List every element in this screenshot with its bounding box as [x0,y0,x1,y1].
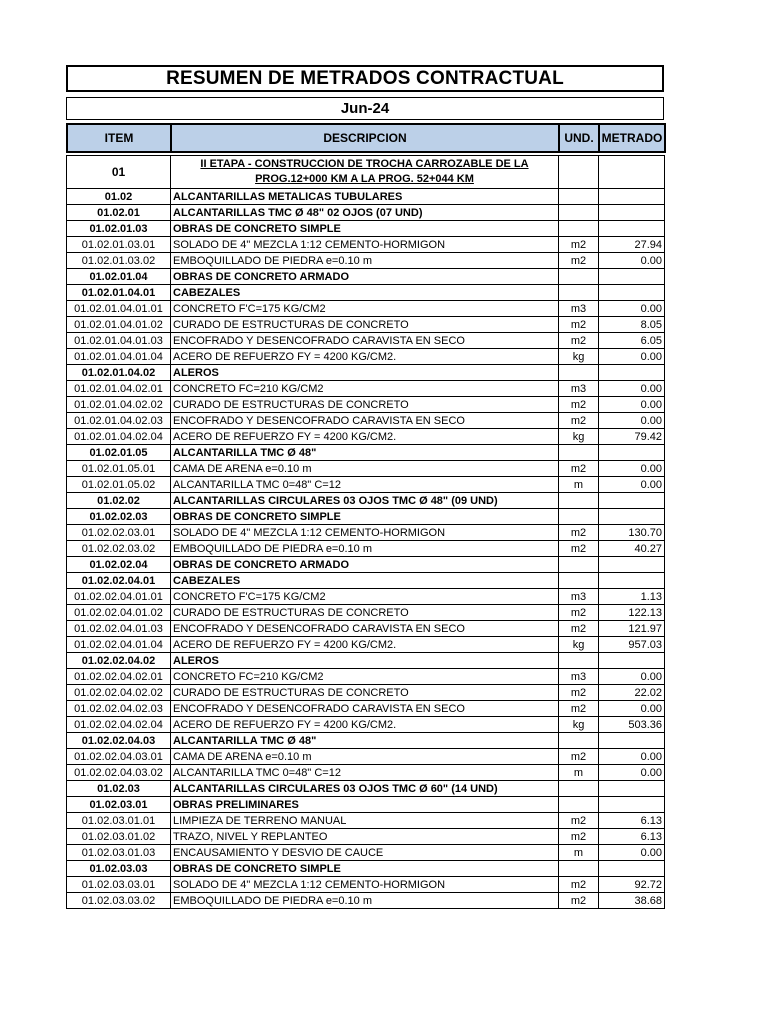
table-row[interactable] [67,845,665,861]
table-row[interactable] [67,573,665,589]
row-description: ALEROS [171,653,559,669]
table-row[interactable] [67,477,665,493]
row-unit: m [559,845,599,861]
sheet-title: RESUMEN DE METRADOS CONTRACTUAL [66,65,664,92]
table-row[interactable] [67,269,665,285]
row-metrado [599,269,665,285]
row-item-code: 01.02.02.04.02.02 [67,685,171,701]
row-item-code: 01.02.02.04.03 [67,733,171,749]
row-metrado: 0.00 [599,461,665,477]
table-row[interactable] [67,765,665,781]
row-unit: kg [559,637,599,653]
row-item-code: 01.02.02.04.03.01 [67,749,171,765]
table-row[interactable] [67,253,665,269]
table-row[interactable] [67,445,665,461]
table-row[interactable] [67,893,665,909]
table-row[interactable] [67,685,665,701]
row-description: SOLADO DE 4" MEZCLA 1:12 CEMENTO-HORMIGON [171,877,559,893]
row-unit: m2 [559,333,599,349]
row-description: ALCANTARILLA TMC 0=48" C=12 [171,765,559,781]
row-description: CABEZALES [171,285,559,301]
row-item-code: 01.02.01.05.02 [67,477,171,493]
row-description: ALCANTARILLAS CIRCULARES 03 OJOS TMC Ø 48" (09 UND) [171,493,559,509]
row-item-code: 01.02.03.01.03 [67,845,171,861]
row-description: ALCANTARILLA TMC 0=48" C=12 [171,477,559,493]
row-metrado [599,557,665,573]
table-row[interactable] [67,301,665,317]
row-metrado: 22.02 [599,685,665,701]
row-unit: m2 [559,749,599,765]
row-unit: m2 [559,461,599,477]
row-unit [559,573,599,589]
row-metrado: 6.13 [599,829,665,845]
row-unit [559,733,599,749]
table-row[interactable] [67,413,665,429]
row-metrado: 0.00 [599,253,665,269]
row-item-code: 01.02.01.04.01.02 [67,317,171,333]
row-metrado: 92.72 [599,877,665,893]
row-item-code: 01.02.01.05.01 [67,461,171,477]
table-row[interactable] [67,205,665,221]
row-metrado [599,221,665,237]
col-header-metrado[interactable]: METRADO [599,124,665,152]
row-description: CABEZALES [171,573,559,589]
row-unit: m2 [559,685,599,701]
row-unit: m2 [559,893,599,909]
row-unit: m2 [559,701,599,717]
row-item-code: 01.02.01 [67,205,171,221]
row-unit: m2 [559,237,599,253]
row-item-code: 01.02.02.04.01.01 [67,589,171,605]
row-unit [559,509,599,525]
table-row[interactable] [67,605,665,621]
row-item-code: 01.02.01.04.02.03 [67,413,171,429]
table-row[interactable] [67,829,665,845]
sheet-date: Jun-24 [66,97,664,120]
row-unit [559,557,599,573]
row-description: CURADO DE ESTRUCTURAS DE CONCRETO [171,317,559,333]
row-metrado [599,205,665,221]
table-row[interactable] [67,861,665,877]
row-description: ALCANTARILLAS METALICAS TUBULARES [171,189,559,205]
table-row[interactable] [67,493,665,509]
row-metrado: 27.94 [599,237,665,253]
metrados-sheet [66,65,664,909]
row-item-code: 01.02.02.04.01.02 [67,605,171,621]
row-description: ALCANTARILLAS CIRCULARES 03 OJOS TMC Ø 60" (14 UND) [171,781,559,797]
row-item-code: 01.02.03.01.01 [67,813,171,829]
row-description: ALCANTARILLAS TMC Ø 48" 02 OJOS (07 UND) [171,205,559,221]
row-metrado [599,285,665,301]
row-unit [559,653,599,669]
table-row[interactable] [67,381,665,397]
row-description: CURADO DE ESTRUCTURAS DE CONCRETO [171,605,559,621]
table-row[interactable] [67,637,665,653]
row-unit [559,861,599,877]
row-item-code: 01.02.03.03 [67,861,171,877]
row-unit: kg [559,717,599,733]
project-und [559,156,599,189]
row-unit: m2 [559,397,599,413]
table-row[interactable] [67,429,665,445]
row-description: ALCANTARILLA TMC Ø 48" [171,445,559,461]
row-metrado: 8.05 [599,317,665,333]
row-item-code: 01.02.02.03 [67,509,171,525]
row-metrado: 0.00 [599,413,665,429]
row-description: CAMA DE ARENA e=0.10 m [171,461,559,477]
row-description: OBRAS DE CONCRETO SIMPLE [171,861,559,877]
row-unit: m3 [559,301,599,317]
row-unit: m2 [559,813,599,829]
table-row[interactable] [67,237,665,253]
row-unit [559,221,599,237]
row-item-code: 01.02.03.01 [67,797,171,813]
row-description: ENCOFRADO Y DESENCOFRADO CARAVISTA EN SECO [171,413,559,429]
row-metrado [599,653,665,669]
row-description: ALEROS [171,365,559,381]
row-unit: m2 [559,413,599,429]
row-description: CURADO DE ESTRUCTURAS DE CONCRETO [171,685,559,701]
row-metrado: 40.27 [599,541,665,557]
row-description: SOLADO DE 4" MEZCLA 1:12 CEMENTO-HORMIGON [171,525,559,541]
row-item-code: 01.02.02.03.02 [67,541,171,557]
row-description: OBRAS DE CONCRETO ARMADO [171,269,559,285]
row-unit: m [559,765,599,781]
row-item-code: 01.02.01.04.02 [67,365,171,381]
row-unit: m2 [559,621,599,637]
row-metrado: 0.00 [599,701,665,717]
row-item-code: 01.02.03 [67,781,171,797]
row-description: ENCOFRADO Y DESENCOFRADO CARAVISTA EN SECO [171,333,559,349]
row-unit: m3 [559,669,599,685]
row-unit [559,365,599,381]
row-description: ENCOFRADO Y DESENCOFRADO CARAVISTA EN SECO [171,701,559,717]
table-row[interactable] [67,701,665,717]
row-item-code: 01.02.02.04.01 [67,573,171,589]
row-metrado [599,797,665,813]
row-unit: m3 [559,589,599,605]
row-metrado [599,445,665,461]
row-unit [559,493,599,509]
row-metrado: 0.00 [599,845,665,861]
row-unit: kg [559,349,599,365]
row-metrado: 0.00 [599,669,665,685]
row-metrado: 0.00 [599,381,665,397]
row-unit: m2 [559,541,599,557]
table-row[interactable] [67,749,665,765]
row-metrado: 38.68 [599,893,665,909]
project-description: II ETAPA - CONSTRUCCION DE TROCHA CARROZABLE DE LA PROG.12+000 KM A LA PROG. 52+044 KM [171,156,559,189]
row-metrado: 0.00 [599,765,665,781]
row-item-code: 01.02.01.04.02.01 [67,381,171,397]
row-item-code: 01.02.02 [67,493,171,509]
row-item-code: 01.02.02.04 [67,557,171,573]
metrados-table [66,155,665,909]
row-metrado: 0.00 [599,301,665,317]
row-description: CURADO DE ESTRUCTURAS DE CONCRETO [171,397,559,413]
row-metrado [599,573,665,589]
row-item-code: 01.02.01.04 [67,269,171,285]
table-row[interactable] [67,349,665,365]
row-metrado: 0.00 [599,349,665,365]
row-item-code: 01.02.02.04.02.04 [67,717,171,733]
row-description: CONCRETO F'C=175 KG/CM2 [171,589,559,605]
row-description: ENCAUSAMIENTO Y DESVIO DE CAUCE [171,845,559,861]
row-description: CONCRETO FC=210 KG/CM2 [171,381,559,397]
table-row[interactable] [67,733,665,749]
table-row[interactable] [67,717,665,733]
table-row[interactable] [67,333,665,349]
row-metrado: 6.13 [599,813,665,829]
row-metrado [599,365,665,381]
row-metrado: 122.13 [599,605,665,621]
row-item-code: 01.02 [67,189,171,205]
row-item-code: 01.02.01.04.01.03 [67,333,171,349]
row-description: SOLADO DE 4" MEZCLA 1:12 CEMENTO-HORMIGON [171,237,559,253]
project-header-row[interactable] [67,156,665,189]
row-description: EMBOQUILLADO DE PIEDRA e=0.10 m [171,893,559,909]
row-metrado: 0.00 [599,749,665,765]
row-item-code: 01.02.02.04.02 [67,653,171,669]
row-item-code: 01.02.01.04.01.01 [67,301,171,317]
row-unit: m [559,477,599,493]
row-unit [559,269,599,285]
table-row[interactable] [67,317,665,333]
row-unit: m2 [559,317,599,333]
row-description: OBRAS DE CONCRETO SIMPLE [171,509,559,525]
row-description: ACERO DE REFUERZO FY = 4200 KG/CM2. [171,349,559,365]
row-unit: m3 [559,381,599,397]
row-metrado [599,509,665,525]
row-description: OBRAS PRELIMINARES [171,797,559,813]
row-description: OBRAS DE CONCRETO ARMADO [171,557,559,573]
row-metrado [599,189,665,205]
row-unit [559,445,599,461]
table-row[interactable] [67,653,665,669]
row-item-code: 01.02.03.03.02 [67,893,171,909]
row-metrado: 130.70 [599,525,665,541]
row-item-code: 01.02.03.03.01 [67,877,171,893]
row-unit: m2 [559,525,599,541]
row-metrado: 0.00 [599,397,665,413]
row-metrado: 503.36 [599,717,665,733]
table-row[interactable] [67,285,665,301]
table-row[interactable] [67,541,665,557]
table-row[interactable] [67,397,665,413]
table-row[interactable] [67,669,665,685]
project-metrado [599,156,665,189]
row-unit [559,781,599,797]
row-description: CONCRETO F'C=175 KG/CM2 [171,301,559,317]
row-unit [559,797,599,813]
row-unit [559,189,599,205]
row-metrado [599,861,665,877]
row-item-code: 01.02.02.03.01 [67,525,171,541]
table-row[interactable] [67,589,665,605]
row-description: ALCANTARILLA TMC Ø 48" [171,733,559,749]
row-description: ACERO DE REFUERZO FY = 4200 KG/CM2. [171,429,559,445]
row-item-code: 01.02.02.04.02.03 [67,701,171,717]
row-item-code: 01.02.03.01.02 [67,829,171,845]
row-item-code: 01.02.01.04.01.04 [67,349,171,365]
row-metrado: 957.03 [599,637,665,653]
row-description: ENCOFRADO Y DESENCOFRADO CARAVISTA EN SECO [171,621,559,637]
row-description: TRAZO, NIVEL Y REPLANTEO [171,829,559,845]
row-unit: m2 [559,829,599,845]
row-metrado: 121.97 [599,621,665,637]
table-row[interactable] [67,221,665,237]
row-item-code: 01.02.01.04.02.04 [67,429,171,445]
row-metrado [599,493,665,509]
row-description: CAMA DE ARENA e=0.10 m [171,749,559,765]
row-description: ACERO DE REFUERZO FY = 4200 KG/CM2. [171,637,559,653]
table-row[interactable] [67,813,665,829]
row-item-code: 01.02.01.03.02 [67,253,171,269]
table-row[interactable] [67,877,665,893]
row-unit: m2 [559,605,599,621]
col-header-descripcion[interactable]: DESCRIPCION [171,124,559,152]
col-header-und[interactable]: UND. [559,124,599,152]
row-description: EMBOQUILLADO DE PIEDRA e=0.10 m [171,541,559,557]
row-item-code: 01.02.01.04.01 [67,285,171,301]
row-item-code: 01.02.01.05 [67,445,171,461]
col-header-item[interactable]: ITEM [67,124,171,152]
row-item-code: 01.02.01.04.02.02 [67,397,171,413]
column-header [66,123,666,153]
row-description: CONCRETO FC=210 KG/CM2 [171,669,559,685]
row-metrado: 6.05 [599,333,665,349]
row-metrado [599,733,665,749]
table-row[interactable] [67,557,665,573]
row-metrado [599,781,665,797]
row-item-code: 01.02.01.03 [67,221,171,237]
row-metrado: 1.13 [599,589,665,605]
row-unit: m2 [559,253,599,269]
row-item-code: 01.02.02.04.01.04 [67,637,171,653]
row-unit [559,205,599,221]
table-row[interactable] [67,797,665,813]
project-item-code: 01 [67,156,171,189]
row-item-code: 01.02.01.03.01 [67,237,171,253]
table-row[interactable] [67,189,665,205]
row-description: OBRAS DE CONCRETO SIMPLE [171,221,559,237]
table-row[interactable] [67,525,665,541]
table-row[interactable] [67,365,665,381]
row-unit [559,285,599,301]
row-item-code: 01.02.02.04.02.01 [67,669,171,685]
row-unit: m2 [559,877,599,893]
row-item-code: 01.02.02.04.03.02 [67,765,171,781]
table-row[interactable] [67,509,665,525]
row-metrado: 79.42 [599,429,665,445]
table-row[interactable] [67,621,665,637]
table-row[interactable] [67,461,665,477]
row-description: ACERO DE REFUERZO FY = 4200 KG/CM2. [171,717,559,733]
row-unit: kg [559,429,599,445]
row-description: EMBOQUILLADO DE PIEDRA e=0.10 m [171,253,559,269]
table-row[interactable] [67,781,665,797]
row-description: LIMPIEZA DE TERRENO MANUAL [171,813,559,829]
row-item-code: 01.02.02.04.01.03 [67,621,171,637]
row-metrado: 0.00 [599,477,665,493]
